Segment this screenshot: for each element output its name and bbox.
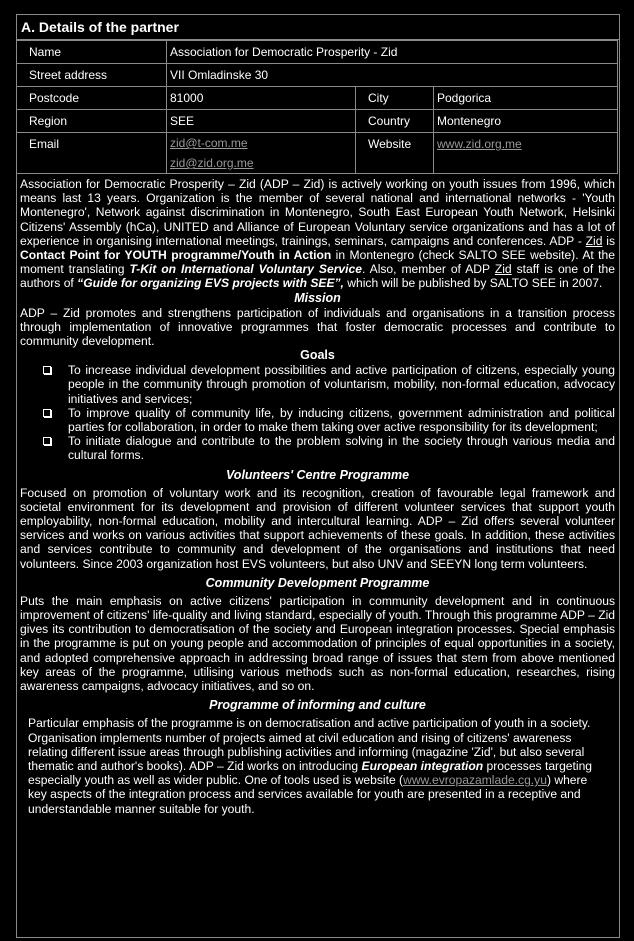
postcode-value: 81000 — [167, 87, 356, 110]
volunteers-text: Focused on promotion of voluntary work and its recognition, creation of favourable legal framework and societal environment for its development and provision of different volunteer services that support youth employability, non-formal education, mobility and intercultural learning. ADP – Zid offers several volunteer services and works on various activities that support achievements of these goals. In addition, these activities and services contribute to community and development of the organisations and institutions that need volunteers. Since 2003 organization host EVS volunteers, but also UNV and SEEYN long term volunteers. — [20, 485, 615, 571]
table-row — [17, 41, 618, 64]
region-value: SEE — [167, 110, 356, 133]
website-link[interactable]: www.zid.org.me — [437, 137, 522, 151]
table-row — [17, 87, 618, 110]
description-body — [17, 174, 619, 816]
section-title: A. Details of the partner — [17, 15, 619, 40]
intro-paragraph: Association for Democratic Prosperity – Zid (ADP – Zid) is actively working on youth issues from 1996, which means last 13 years. Organization is the member of several national and international networks - 'Youth Montenegro', Network against discrimination in Montenegro, South East European Youth Network, Helsinki Citizens' Assembly (hCa), UNITED and Alliance of European Voluntary service organizations and has a lot of experience in organising international meetings, trainings, seminars, campaigns and conferences. ADP - Zid is Contact Point for YOUTH programme/Youth in Action in Montenegro (check SALTO SEE website). At the moment translating T-Kit on International Voluntary Service. Also, member of ADP Zid staff is one of the authors of “Guide for organizing EVS projects with SEE”, which will be published by SALTO SEE in 2007. — [20, 177, 615, 291]
community-text: Puts the main emphasis on active citizens' participation in community development and in continuous improvement of citizens' life-quality and living standard, especially of youth. Through this programme ADP – Zid gives its contribution to democratisation of the society and European integration processes. Special emphasis in the programme is put on young people and accommodation of principles of equal opportunities in a society, and adopted comprehensive approach in addressing broad range of issues that stem from above mentioned key areas of the programme, utilising various methods such as non-formal education, researches, rising awareness campaigns, advocacy initiatives, and so on. — [20, 593, 615, 694]
list-item: To improve quality of community life, by inducing citizens, government administration and political parties for collaboration, in order to make them taking over active responsibility for its development; — [43, 406, 615, 434]
list-item: To increase individual development possibilities and active participation of citizens, especially young people in the community through promotion of voluntarism, mobility, non-formal education, advocacy initiatives and services; — [43, 363, 615, 406]
informing-text: Particular emphasis of the programme is on democratisation and active participation of youth in a society. Organisation implements number of projects aimed at civil education and rising of citizens' awareness relating different issue areas through publishing activities and informing (magazine 'Zid', but also several thematic and author's books). ADP – Zid works on introducing European integration processes targeting especially youth as well as wider public. One of tools used is website (www.evropazamlade.cg.yu) where key aspects of the integration process and services available for youth are presented in a receptive and understandable manner suitable for youth. — [28, 716, 593, 816]
goals-heading: Goals — [300, 348, 335, 363]
country-value: Montenegro — [434, 110, 618, 133]
street-value: VII Omladinske 30 — [167, 64, 618, 87]
email-label: Email — [17, 133, 167, 174]
volunteers-heading: Volunteers' Centre Programme — [225, 467, 410, 482]
informing-heading: Programme of informing and culture — [209, 698, 426, 713]
partner-details-table — [16, 40, 618, 174]
street-label: Street address — [17, 64, 167, 87]
checkbox-bullet-icon — [43, 409, 51, 417]
mission-text: ADP – Zid promotes and strengthens participation of individuals and organisations in a transition process through implementation of innovative programmes that foster democratic processes and contribute to community development. — [20, 305, 615, 349]
community-heading: Community Development Programme — [205, 575, 430, 590]
name-value: Association for Democratic Prosperity - Zid — [167, 41, 618, 64]
city-value: Podgorica — [434, 87, 618, 110]
list-item: To initiate dialogue and contribute to the problem solving in the society through various media and cultural forms. — [43, 434, 615, 462]
website-label: Website — [356, 133, 434, 174]
table-row — [17, 110, 618, 133]
email-link[interactable]: zid@zid.org.me — [170, 156, 254, 170]
name-label: Name — [17, 41, 167, 64]
table-row — [17, 64, 618, 87]
website-link[interactable]: www.evropazamlade.cg.yu — [403, 773, 547, 788]
partner-details-section — [16, 14, 620, 938]
goals-list — [20, 363, 615, 462]
city-label: City — [356, 87, 434, 110]
email-values — [167, 133, 356, 174]
checkbox-bullet-icon — [43, 437, 51, 445]
country-label: Country — [356, 110, 434, 133]
mission-heading: Mission — [294, 290, 341, 305]
website-value — [434, 133, 618, 174]
email-link[interactable]: zid@t-com.me — [170, 136, 248, 150]
checkbox-bullet-icon — [43, 366, 51, 374]
postcode-label: Postcode — [17, 87, 167, 110]
table-row — [17, 133, 618, 174]
region-label: Region — [17, 110, 167, 133]
